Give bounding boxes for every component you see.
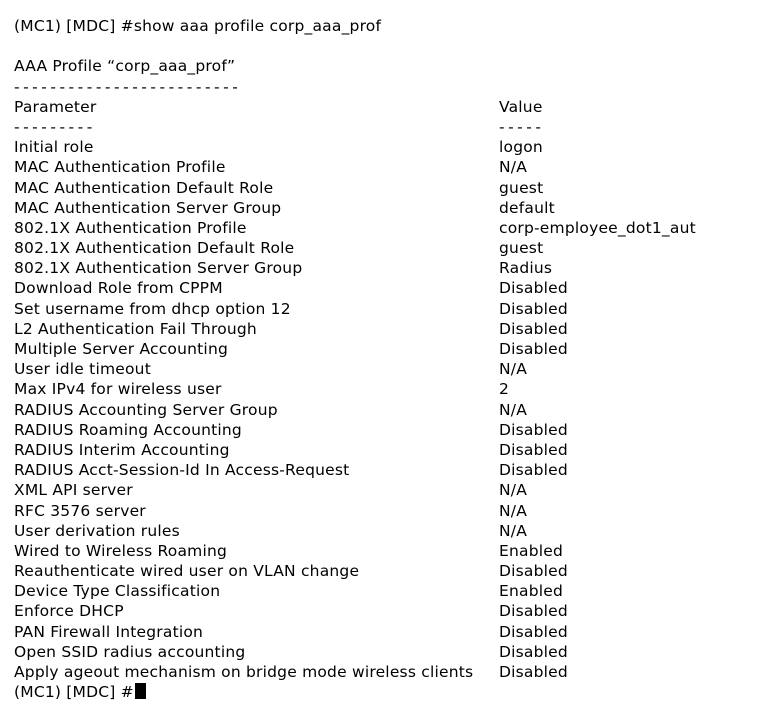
parameter-cell: Set username from dhcp option 12	[14, 299, 291, 318]
title-underline: -------------------------	[14, 77, 242, 96]
value-cell: Enabled	[499, 541, 564, 560]
table-header-row	[14, 97, 773, 117]
parameter-cell: Reauthenticate wired user on VLAN change	[14, 562, 360, 581]
table-row	[14, 379, 773, 399]
table-row	[14, 258, 773, 278]
value-cell: Disabled	[499, 602, 568, 621]
command-line: (MC1) [MDC] #show aaa profile corp_aaa_prof	[14, 17, 382, 35]
table-row	[14, 501, 773, 521]
text-cursor[interactable]	[135, 683, 146, 699]
value-cell: guest	[499, 239, 544, 258]
parameter-cell: RADIUS Accounting Server Group	[14, 400, 278, 419]
parameter-cell: Multiple Server Accounting	[14, 340, 229, 358]
value-cell: Disabled	[499, 663, 568, 681]
prompt-line	[14, 682, 773, 702]
table-row	[14, 420, 773, 440]
table-row	[14, 278, 773, 298]
parameter-cell: Device Type Classification	[14, 582, 221, 601]
parameter-cell: MAC Authentication Server Group	[14, 198, 282, 217]
value-cell: Disabled	[499, 562, 568, 581]
table-row	[14, 238, 773, 258]
value-cell: Disabled	[499, 319, 568, 338]
value-cell: Disabled	[499, 461, 568, 480]
parameter-cell: 802.1X Authentication Server Group	[14, 259, 303, 278]
table-row	[14, 581, 773, 601]
value-cell: guest	[499, 178, 544, 197]
parameter-cell: XML API server	[14, 481, 133, 500]
parameter-cell: Apply ageout mechanism on bridge mode wireless clients	[14, 663, 474, 681]
parameter-table	[14, 137, 773, 682]
table-row	[14, 460, 773, 480]
prompt-text: (MC1) [MDC] #	[14, 683, 134, 702]
value-cell: Radius	[499, 259, 553, 278]
parameter-cell: Download Role from CPPM	[14, 279, 223, 298]
table-row	[14, 319, 773, 339]
parameter-cell: Initial role	[14, 138, 94, 157]
value-cell: N/A	[499, 158, 528, 177]
table-header-underline-row	[14, 117, 773, 137]
parameter-cell: Open SSID radius accounting	[14, 642, 246, 661]
value-column-underline: -----	[499, 117, 545, 136]
table-row	[14, 198, 773, 218]
table-row	[14, 480, 773, 500]
value-cell: N/A	[499, 400, 528, 419]
value-cell: 2	[499, 380, 510, 399]
value-cell: Disabled	[499, 642, 568, 661]
value-cell: N/A	[499, 360, 528, 379]
parameter-cell: Enforce DHCP	[14, 602, 124, 621]
table-row	[14, 662, 773, 682]
parameter-cell: RADIUS Roaming Accounting	[14, 420, 242, 439]
value-cell: Disabled	[499, 420, 568, 439]
value-cell: Disabled	[499, 622, 568, 641]
parameter-cell: Max IPv4 for wireless user	[14, 380, 222, 399]
parameter-cell: Wired to Wireless Roaming	[14, 541, 228, 560]
table-row	[14, 541, 773, 561]
value-cell: Disabled	[499, 279, 568, 298]
value-cell: Disabled	[499, 299, 568, 318]
table-row	[14, 178, 773, 198]
table-row	[14, 218, 773, 238]
table-row	[14, 601, 773, 621]
value-cell: Enabled	[499, 582, 564, 601]
parameter-cell: RADIUS Interim Accounting	[14, 440, 230, 459]
parameter-cell: RADIUS Acct-Session-Id In Access-Request	[14, 461, 350, 480]
parameter-cell: RFC 3576 server	[14, 501, 146, 520]
value-cell: corp-employee_dot1_aut	[499, 218, 696, 237]
value-cell: Disabled	[499, 340, 568, 358]
table-row	[14, 521, 773, 541]
table-row	[14, 642, 773, 662]
parameter-cell: PAN Firewall Integration	[14, 622, 204, 641]
blank-line	[14, 36, 773, 56]
value-cell: N/A	[499, 481, 528, 500]
parameter-cell: User derivation rules	[14, 521, 180, 540]
value-column-header: Value	[499, 97, 543, 116]
table-row	[14, 339, 773, 359]
table-row	[14, 622, 773, 642]
table-row	[14, 157, 773, 177]
table-row	[14, 299, 773, 319]
parameter-cell: MAC Authentication Default Role	[14, 178, 274, 197]
parameter-cell: User idle timeout	[14, 360, 151, 379]
profile-title: AAA Profile “corp_aaa_prof”	[14, 57, 236, 76]
table-row	[14, 359, 773, 379]
value-cell: N/A	[499, 521, 528, 540]
parameter-cell: 802.1X Authentication Profile	[14, 218, 247, 237]
table-row	[14, 561, 773, 581]
parameter-column-header: Parameter	[14, 97, 97, 116]
table-row	[14, 400, 773, 420]
value-cell: default	[499, 198, 555, 217]
value-cell: Disabled	[499, 440, 568, 459]
value-cell: N/A	[499, 501, 528, 520]
parameter-cell: MAC Authentication Profile	[14, 158, 226, 177]
parameter-cell: L2 Authentication Fail Through	[14, 319, 257, 338]
parameter-cell: 802.1X Authentication Default Role	[14, 239, 295, 258]
value-cell: logon	[499, 138, 543, 157]
table-row	[14, 137, 773, 157]
table-row	[14, 440, 773, 460]
parameter-column-underline: ---------	[14, 117, 96, 136]
